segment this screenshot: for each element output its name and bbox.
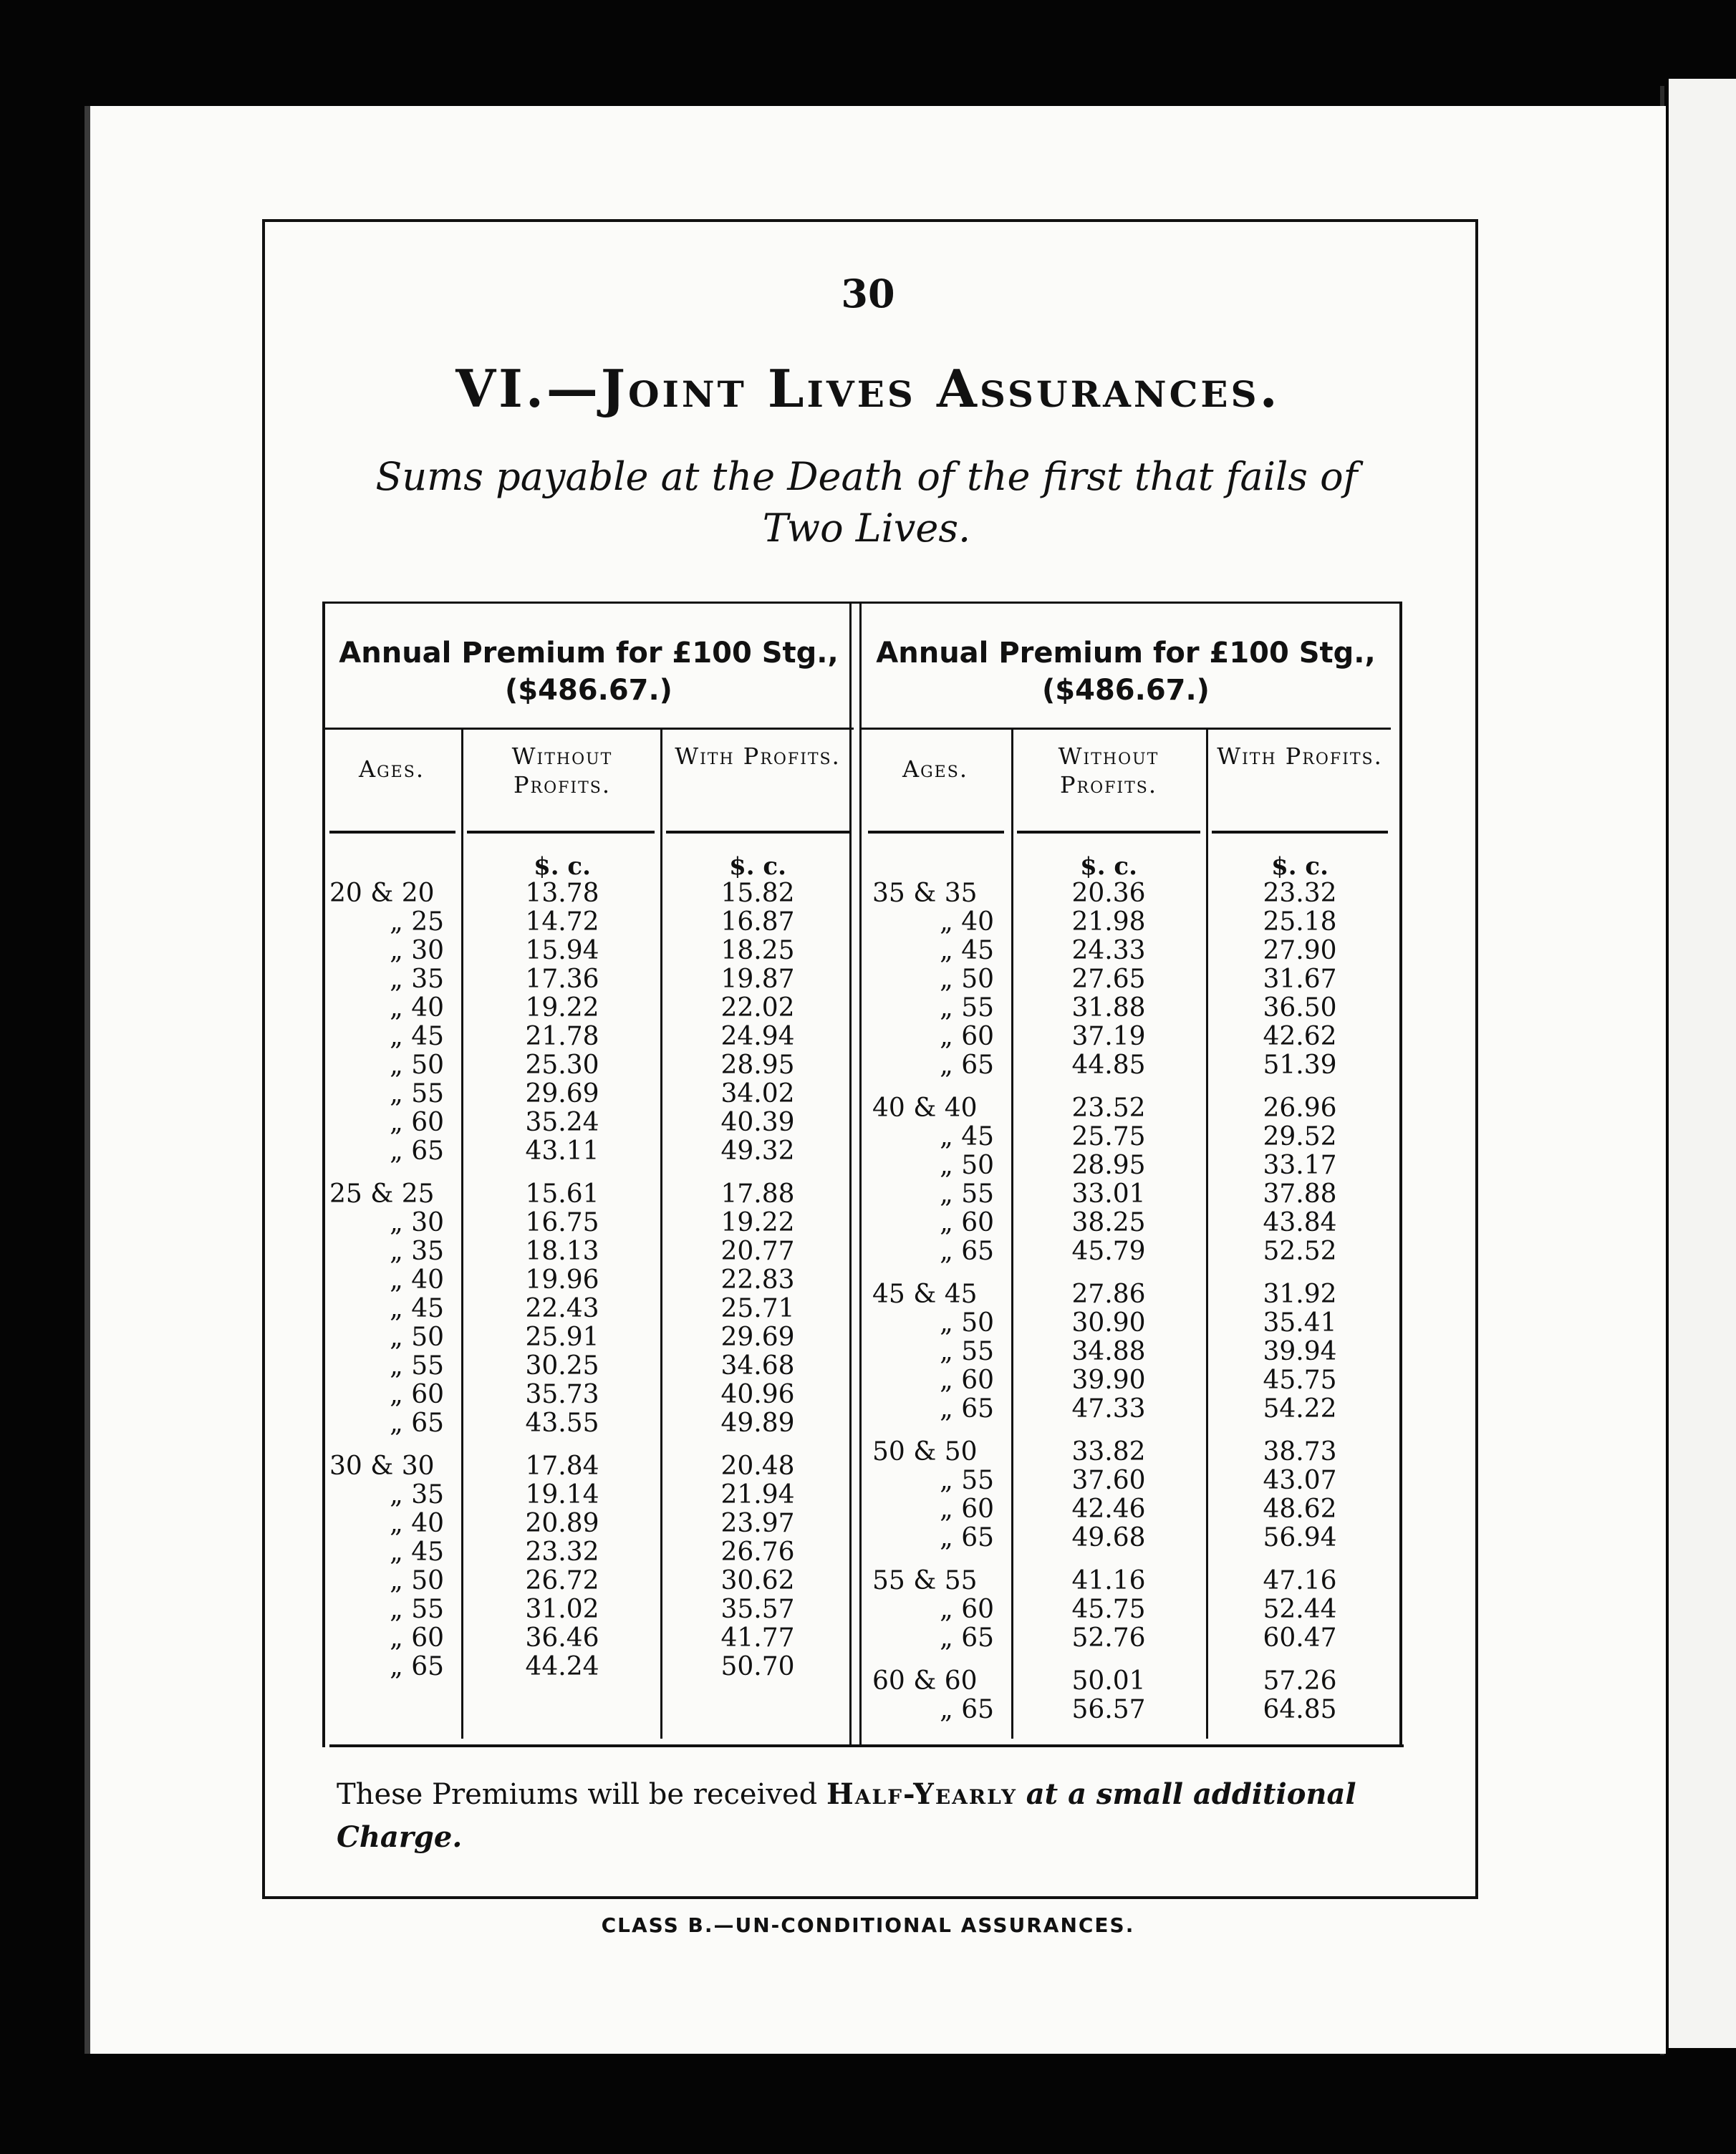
table-row: [324, 1023, 854, 1051]
with-profits-cell: 27.90: [1263, 936, 1337, 965]
table-row: [861, 1624, 1391, 1653]
without-profits-cell: 34.88: [1071, 1337, 1146, 1366]
age-cell: „ 55: [940, 993, 994, 1023]
age-cell: „ 65: [940, 1695, 994, 1724]
age-cell: „ 55: [940, 1466, 994, 1495]
left-unit-with: $. c.: [729, 852, 786, 881]
without-profits-cell: 15.94: [525, 936, 599, 965]
with-profits-cell: 41.77: [720, 1623, 795, 1653]
age-cell: „ 65: [940, 1623, 994, 1653]
without-profits-cell: 28.95: [1071, 1151, 1146, 1180]
with-profits-cell: 26.96: [1263, 1093, 1337, 1123]
table-row: [324, 908, 854, 937]
table-row: [861, 879, 1391, 908]
without-profits-cell: 45.75: [1071, 1595, 1146, 1624]
with-profits-cell: 35.41: [1263, 1308, 1337, 1338]
age-cell: „ 60: [940, 1022, 994, 1051]
without-profits-cell: 19.14: [525, 1480, 599, 1510]
age-cell: „ 65: [940, 1523, 994, 1552]
table-row: [861, 1180, 1391, 1209]
with-profits-cell: 57.26: [1263, 1666, 1337, 1696]
right-unit-with: $. c.: [1271, 852, 1328, 881]
with-profits-cell: 29.69: [720, 1323, 795, 1352]
left-col-rule-2: [467, 831, 655, 834]
table-right-half: [861, 602, 1391, 1747]
with-profits-cell: 26.76: [720, 1537, 795, 1567]
without-profits-cell: 20.89: [525, 1509, 599, 1538]
age-cell: „ 55: [940, 1179, 994, 1209]
table-row: [861, 1338, 1391, 1366]
without-profits-cell: 29.69: [525, 1079, 599, 1109]
table-row: [324, 1266, 854, 1295]
table-row: [324, 1080, 854, 1109]
left-unit-without: $. c.: [534, 852, 591, 881]
age-cell: „ 60: [390, 1623, 444, 1653]
age-cell: „ 40: [390, 1509, 444, 1538]
with-profits-cell: 52.52: [1263, 1237, 1337, 1266]
without-profits-cell: 47.33: [1071, 1394, 1146, 1424]
without-profits-cell: 26.72: [525, 1566, 599, 1595]
footnote-text-2: Half-Yearly: [826, 1777, 1018, 1811]
table-row: [861, 1567, 1391, 1595]
with-profits-cell: 52.44: [1263, 1595, 1337, 1624]
table-row: [861, 1524, 1391, 1552]
without-profits-cell: 17.84: [525, 1452, 599, 1481]
with-profits-cell: 43.07: [1263, 1466, 1337, 1495]
with-profits-cell: 40.96: [720, 1380, 795, 1409]
right-header-label: Annual Premium for £100 Stg., ($486.67.): [876, 637, 1376, 707]
right-col-without: Without Profits.: [1058, 743, 1159, 798]
table-left-half: [324, 602, 854, 1747]
without-profits-cell: 43.11: [525, 1136, 599, 1166]
with-profits-cell: 15.82: [720, 879, 795, 908]
left-col-rule-1: [329, 831, 455, 834]
without-profits-cell: 36.46: [525, 1623, 599, 1653]
with-profits-cell: 34.68: [720, 1351, 795, 1381]
right-col-rule-2: [1017, 831, 1200, 834]
without-profits-cell: 45.79: [1071, 1237, 1146, 1266]
with-profits-cell: 23.97: [720, 1509, 795, 1538]
age-cell: „ 55: [390, 1079, 444, 1109]
without-profits-cell: 14.72: [525, 907, 599, 937]
with-profits-cell: 19.87: [720, 965, 795, 994]
with-profits-cell: 16.87: [720, 907, 795, 937]
footnote-text-3: at a small additional Charge.: [337, 1777, 1356, 1854]
with-profits-cell: 24.94: [720, 1022, 795, 1051]
without-profits-cell: 50.01: [1071, 1666, 1146, 1696]
without-profits-cell: 31.88: [1071, 993, 1146, 1023]
table-row: [324, 1051, 854, 1080]
without-profits-cell: 30.25: [525, 1351, 599, 1381]
age-cell: 60 & 60: [872, 1666, 978, 1696]
with-profits-cell: 20.77: [720, 1237, 795, 1266]
age-cell: „ 50: [390, 1051, 444, 1080]
age-cell: „ 60: [940, 1494, 994, 1524]
with-profits-cell: 31.92: [1263, 1280, 1337, 1309]
with-profits-cell: 18.25: [720, 936, 795, 965]
left-col-without: Without Profits.: [511, 743, 613, 798]
table-row: [324, 937, 854, 965]
with-profits-cell: 21.94: [720, 1480, 795, 1510]
without-profits-cell: 27.86: [1071, 1280, 1146, 1309]
table-row: [324, 1109, 854, 1137]
table-row: [324, 1295, 854, 1323]
age-cell: 20 & 20: [329, 879, 435, 908]
right-header-rule: [861, 728, 1391, 730]
without-profits-cell: 44.24: [525, 1652, 599, 1681]
table-row: [324, 1481, 854, 1510]
age-cell: „ 45: [940, 936, 994, 965]
age-cell: 55 & 55: [872, 1566, 978, 1595]
footnote-text-1: These Premiums will be received: [337, 1778, 818, 1811]
age-cell: „ 45: [390, 1022, 444, 1051]
with-profits-cell: 25.71: [720, 1294, 795, 1323]
table-row: [861, 1495, 1391, 1524]
left-col-ages: Ages.: [359, 755, 425, 783]
with-profits-cell: 45.75: [1263, 1366, 1337, 1395]
page-subtitle: Sums payable at the Death of the first that fails of Two Lives.: [375, 454, 1358, 551]
age-cell: „ 65: [940, 1394, 994, 1424]
age-cell: 25 & 25: [329, 1179, 435, 1209]
age-cell: „ 30: [390, 936, 444, 965]
left-header-rule: [324, 728, 854, 730]
age-cell: 45 & 45: [872, 1280, 978, 1309]
with-profits-cell: 39.94: [1263, 1337, 1337, 1366]
without-profits-cell: 13.78: [525, 879, 599, 908]
without-profits-cell: 35.24: [525, 1108, 599, 1137]
table-row: [861, 1280, 1391, 1309]
with-profits-cell: 22.83: [720, 1265, 795, 1295]
table-row: [324, 965, 854, 994]
with-profits-cell: 34.02: [720, 1079, 795, 1109]
right-col-rule-1: [868, 831, 1004, 834]
age-cell: „ 50: [390, 1566, 444, 1595]
table-row: [861, 1595, 1391, 1624]
table-row: [324, 1567, 854, 1595]
with-profits-cell: 29.52: [1263, 1122, 1337, 1151]
table-row: [861, 1023, 1391, 1051]
table-row: [324, 1209, 854, 1237]
age-cell: „ 50: [940, 1308, 994, 1338]
page-footer: CLASS B.—UN-CONDITIONAL ASSURANCES.: [601, 1913, 1135, 1937]
age-cell: „ 55: [390, 1595, 444, 1624]
without-profits-cell: 25.75: [1071, 1122, 1146, 1151]
age-cell: „ 35: [390, 1480, 444, 1510]
table-row: [861, 937, 1391, 965]
table-row: [861, 908, 1391, 937]
age-cell: „ 60: [390, 1108, 444, 1137]
age-cell: „ 40: [390, 993, 444, 1023]
table-row: [324, 879, 854, 908]
table-row: [861, 1667, 1391, 1696]
with-profits-cell: 20.48: [720, 1452, 795, 1481]
with-profits-cell: 49.32: [720, 1136, 795, 1166]
footnote: [337, 1773, 1425, 1859]
table-row: [324, 1237, 854, 1266]
table-row: [324, 1409, 854, 1438]
age-cell: „ 60: [390, 1380, 444, 1409]
without-profits-cell: 23.32: [525, 1537, 599, 1567]
right-col-ages: Ages.: [902, 755, 968, 783]
table-row: [861, 1438, 1391, 1467]
with-profits-cell: 43.84: [1263, 1208, 1337, 1237]
without-profits-cell: 52.76: [1071, 1623, 1146, 1653]
table-row: [324, 1452, 854, 1481]
table-row: [324, 1510, 854, 1538]
age-cell: „ 45: [940, 1122, 994, 1151]
without-profits-cell: 43.55: [525, 1409, 599, 1438]
with-profits-cell: 37.88: [1263, 1179, 1337, 1209]
without-profits-cell: 23.52: [1071, 1093, 1146, 1123]
age-cell: „ 60: [940, 1366, 994, 1395]
right-col-rule-3: [1212, 831, 1388, 834]
with-profits-cell: 47.16: [1263, 1566, 1337, 1595]
without-profits-cell: 31.02: [525, 1595, 599, 1624]
age-cell: „ 60: [940, 1595, 994, 1624]
table-row: [324, 1352, 854, 1381]
with-profits-cell: 35.57: [720, 1595, 795, 1624]
with-profits-cell: 50.70: [720, 1652, 795, 1681]
age-cell: „ 65: [390, 1652, 444, 1681]
table-row: [324, 1624, 854, 1653]
with-profits-cell: 30.62: [720, 1566, 795, 1595]
page-number: 30: [841, 271, 895, 317]
age-cell: „ 50: [940, 965, 994, 994]
table-row: [861, 1151, 1391, 1180]
without-profits-cell: 49.68: [1071, 1523, 1146, 1552]
without-profits-cell: 25.30: [525, 1051, 599, 1080]
without-profits-cell: 39.90: [1071, 1366, 1146, 1395]
table-row: [861, 994, 1391, 1023]
age-cell: 50 & 50: [872, 1437, 978, 1467]
age-cell: „ 40: [940, 907, 994, 937]
age-cell: „ 65: [940, 1237, 994, 1266]
with-profits-cell: 54.22: [1263, 1394, 1337, 1424]
without-profits-cell: 20.36: [1071, 879, 1146, 908]
with-profits-cell: 60.47: [1263, 1623, 1337, 1653]
without-profits-cell: 38.25: [1071, 1208, 1146, 1237]
with-profits-cell: 64.85: [1263, 1695, 1337, 1724]
without-profits-cell: 37.19: [1071, 1022, 1146, 1051]
age-cell: 40 & 40: [872, 1093, 978, 1123]
age-cell: „ 35: [390, 1237, 444, 1266]
table-row: [324, 1653, 854, 1681]
without-profits-cell: 42.46: [1071, 1494, 1146, 1524]
without-profits-cell: 37.60: [1071, 1466, 1146, 1495]
table-row: [861, 1395, 1391, 1424]
without-profits-cell: 17.36: [525, 965, 599, 994]
without-profits-cell: 30.90: [1071, 1308, 1146, 1338]
without-profits-cell: 44.85: [1071, 1051, 1146, 1080]
age-cell: „ 45: [390, 1294, 444, 1323]
without-profits-cell: 22.43: [525, 1294, 599, 1323]
without-profits-cell: 15.61: [525, 1179, 599, 1209]
without-profits-cell: 18.13: [525, 1237, 599, 1266]
table-row: [861, 1696, 1391, 1724]
table-row: [861, 1123, 1391, 1151]
with-profits-cell: 22.02: [720, 993, 795, 1023]
age-cell: „ 40: [390, 1265, 444, 1295]
without-profits-cell: 33.01: [1071, 1179, 1146, 1209]
left-header-label: Annual Premium for £100 Stg., ($486.67.): [339, 637, 839, 707]
right-col-with: With Profits.: [1217, 743, 1383, 770]
without-profits-cell: 21.98: [1071, 907, 1146, 937]
age-cell: „ 35: [390, 965, 444, 994]
without-profits-cell: 19.22: [525, 993, 599, 1023]
left-col-with: With Profits.: [675, 743, 841, 770]
without-profits-cell: 19.96: [525, 1265, 599, 1295]
with-profits-cell: 42.62: [1263, 1022, 1337, 1051]
table-row: [324, 1137, 854, 1166]
with-profits-cell: 23.32: [1263, 879, 1337, 908]
table-row: [324, 1381, 854, 1409]
right-unit-without: $. c.: [1080, 852, 1137, 881]
without-profits-cell: 16.75: [525, 1208, 599, 1237]
age-cell: „ 65: [390, 1136, 444, 1166]
age-cell: „ 50: [940, 1151, 994, 1180]
with-profits-cell: 38.73: [1263, 1437, 1337, 1467]
without-profits-cell: 21.78: [525, 1022, 599, 1051]
table-row: [324, 1538, 854, 1567]
table-row: [861, 1366, 1391, 1395]
table-row: [324, 1323, 854, 1352]
table-row: [324, 1180, 854, 1209]
table-row: [324, 1595, 854, 1624]
age-cell: „ 25: [390, 907, 444, 937]
table-row: [861, 1309, 1391, 1338]
age-cell: „ 50: [390, 1323, 444, 1352]
with-profits-cell: 28.95: [720, 1051, 795, 1080]
age-cell: „ 65: [390, 1409, 444, 1438]
with-profits-cell: 33.17: [1263, 1151, 1337, 1180]
with-profits-cell: 40.39: [720, 1108, 795, 1137]
age-cell: „ 30: [390, 1208, 444, 1237]
table-row: [861, 965, 1391, 994]
age-cell: „ 55: [390, 1351, 444, 1381]
with-profits-cell: 19.22: [720, 1208, 795, 1237]
with-profits-cell: 49.89: [720, 1409, 795, 1438]
table-row: [861, 1237, 1391, 1266]
without-profits-cell: 24.33: [1071, 936, 1146, 965]
without-profits-cell: 25.91: [525, 1323, 599, 1352]
with-profits-cell: 51.39: [1263, 1051, 1337, 1080]
without-profits-cell: 41.16: [1071, 1566, 1146, 1595]
with-profits-cell: 17.88: [720, 1179, 795, 1209]
with-profits-cell: 31.67: [1263, 965, 1337, 994]
with-profits-cell: 36.50: [1263, 993, 1337, 1023]
table-row: [324, 994, 854, 1023]
page-title: VI.—Joint Lives Assurances.: [455, 358, 1281, 419]
table-row: [861, 1209, 1391, 1237]
without-profits-cell: 35.73: [525, 1380, 599, 1409]
age-cell: „ 55: [940, 1337, 994, 1366]
age-cell: „ 65: [940, 1051, 994, 1080]
age-cell: „ 45: [390, 1537, 444, 1567]
age-cell: 35 & 35: [872, 879, 978, 908]
with-profits-cell: 56.94: [1263, 1523, 1337, 1552]
age-cell: 30 & 30: [329, 1452, 435, 1481]
table-row: [861, 1094, 1391, 1123]
without-profits-cell: 27.65: [1071, 965, 1146, 994]
without-profits-cell: 33.82: [1071, 1437, 1146, 1467]
without-profits-cell: 56.57: [1071, 1695, 1146, 1724]
table-row: [861, 1467, 1391, 1495]
with-profits-cell: 25.18: [1263, 907, 1337, 937]
table-row: [861, 1051, 1391, 1080]
with-profits-cell: 48.62: [1263, 1494, 1337, 1524]
age-cell: „ 60: [940, 1208, 994, 1237]
left-col-rule-3: [666, 831, 849, 834]
